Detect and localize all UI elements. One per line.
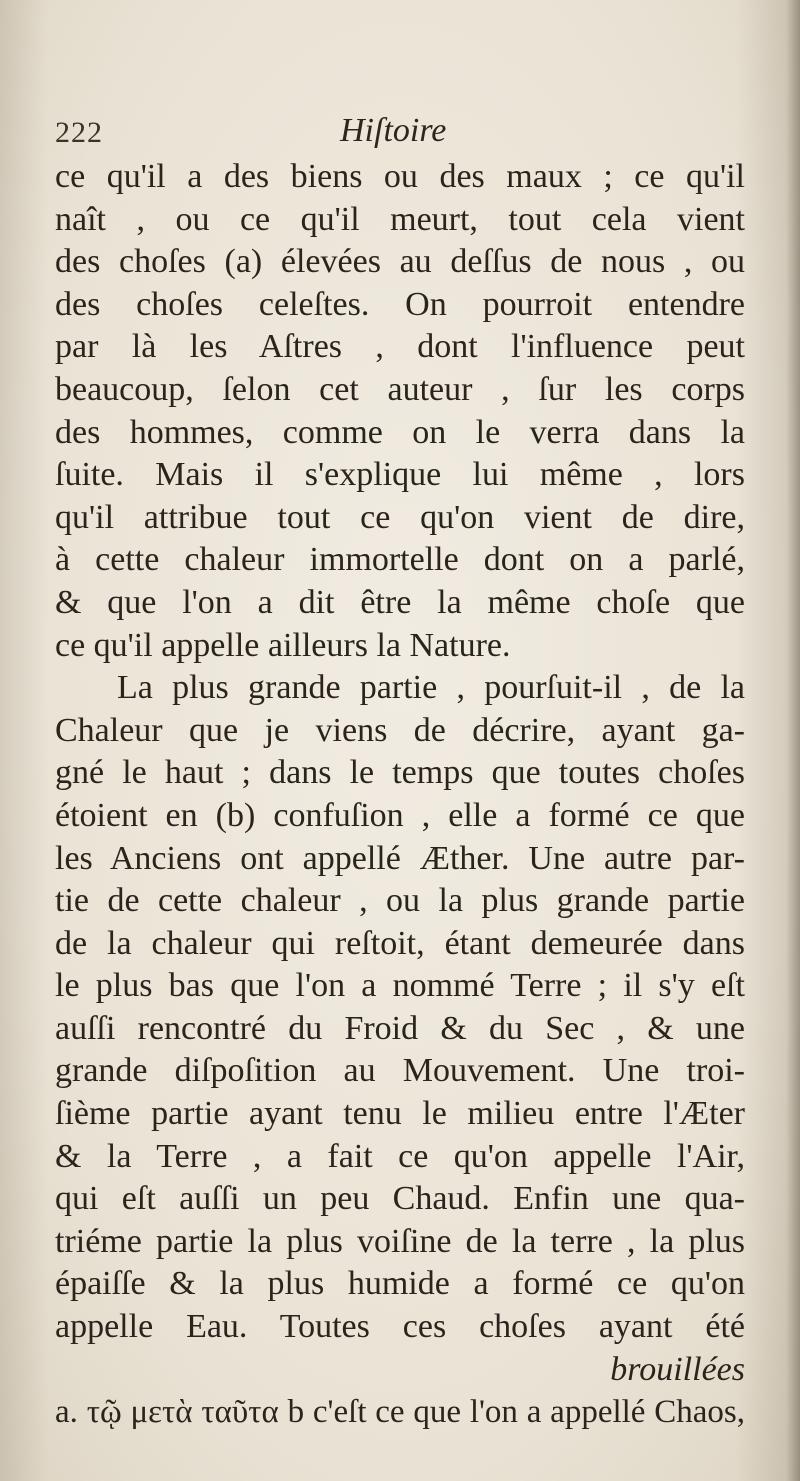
text-line: La plus grande partie , pourſuit-il , de la <box>117 669 745 707</box>
text-line: les Anciens ont appellé Æther. Une autre par- <box>55 839 745 877</box>
text-line: ſuite. Mais il s'explique lui même , lors <box>55 456 745 494</box>
text-line: tie de cette chaleur , ou la plus grande partie <box>55 882 745 920</box>
text-line: des choſes celeſtes. On pourroit entendre <box>55 285 745 323</box>
text-line: des hommes, comme on le verra dans la <box>55 413 745 451</box>
text-line: grande diſpoſition au Mouvement. Une troi- <box>55 1052 745 1090</box>
text-line: le plus bas que l'on a nommé Terre ; il s'y eſt <box>55 967 745 1005</box>
page-edge-shadow <box>786 0 800 1481</box>
text-line: naît , ou ce qu'il meurt, tout cela vient <box>55 200 745 238</box>
text-line: gné le haut ; dans le temps que toutes choſes <box>55 754 745 792</box>
running-title: Hiſtoire <box>340 112 447 149</box>
text-line: auſſi rencontré du Froid & du Sec , & une <box>55 1009 745 1047</box>
text-line: par là les Aſtres , dont l'influence peut <box>55 328 745 366</box>
text-line: ce qu'il appelle ailleurs la Nature. <box>55 626 511 664</box>
body-text <box>55 156 745 1434</box>
text-line: qu'il attribue tout ce qu'on vient de dire, <box>55 498 745 536</box>
text-line: ce qu'il a des biens ou des maux ; ce qu'il <box>55 158 745 195</box>
footnote-line: a. τῷ μετὰ ταῦτα b c'eſt ce que l'on a appellé Chaos, <box>55 1394 745 1431</box>
text-line: épaiſſe & la plus humide a formé ce qu'on <box>55 1265 745 1303</box>
page-header <box>55 112 745 156</box>
text-line: appelle Eau. Toutes ces choſes ayant été <box>55 1308 745 1346</box>
text-line: & la Terre , a fait ce qu'on appelle l'Air, <box>55 1137 745 1175</box>
text-line: des choſes (a) élevées au deſſus de nous , ou <box>55 243 745 281</box>
text-line: qui eſt auſſi un peu Chaud. Enfin une qua- <box>55 1180 745 1218</box>
text-line: triéme partie la plus voiſine de la terre , la plus <box>55 1222 745 1260</box>
text-line: Chaleur que je viens de décrire, ayant ga- <box>55 711 745 749</box>
page-number: 222 <box>55 116 103 149</box>
catchword: brouillées <box>610 1350 745 1388</box>
text-line: beaucoup, ſelon cet auteur , ſur les corps <box>55 370 745 408</box>
text-line: étoient en (b) confuſion , elle a formé ce que <box>55 796 745 834</box>
text-line: de la chaleur qui reſtoit, étant demeurée dans <box>55 924 745 962</box>
text-line: à cette chaleur immortelle dont on a parlé, <box>55 541 745 579</box>
text-line: ſième partie ayant tenu le milieu entre l'Æter <box>55 1095 745 1133</box>
text-line: & que l'on a dit être la même choſe que <box>55 583 745 621</box>
